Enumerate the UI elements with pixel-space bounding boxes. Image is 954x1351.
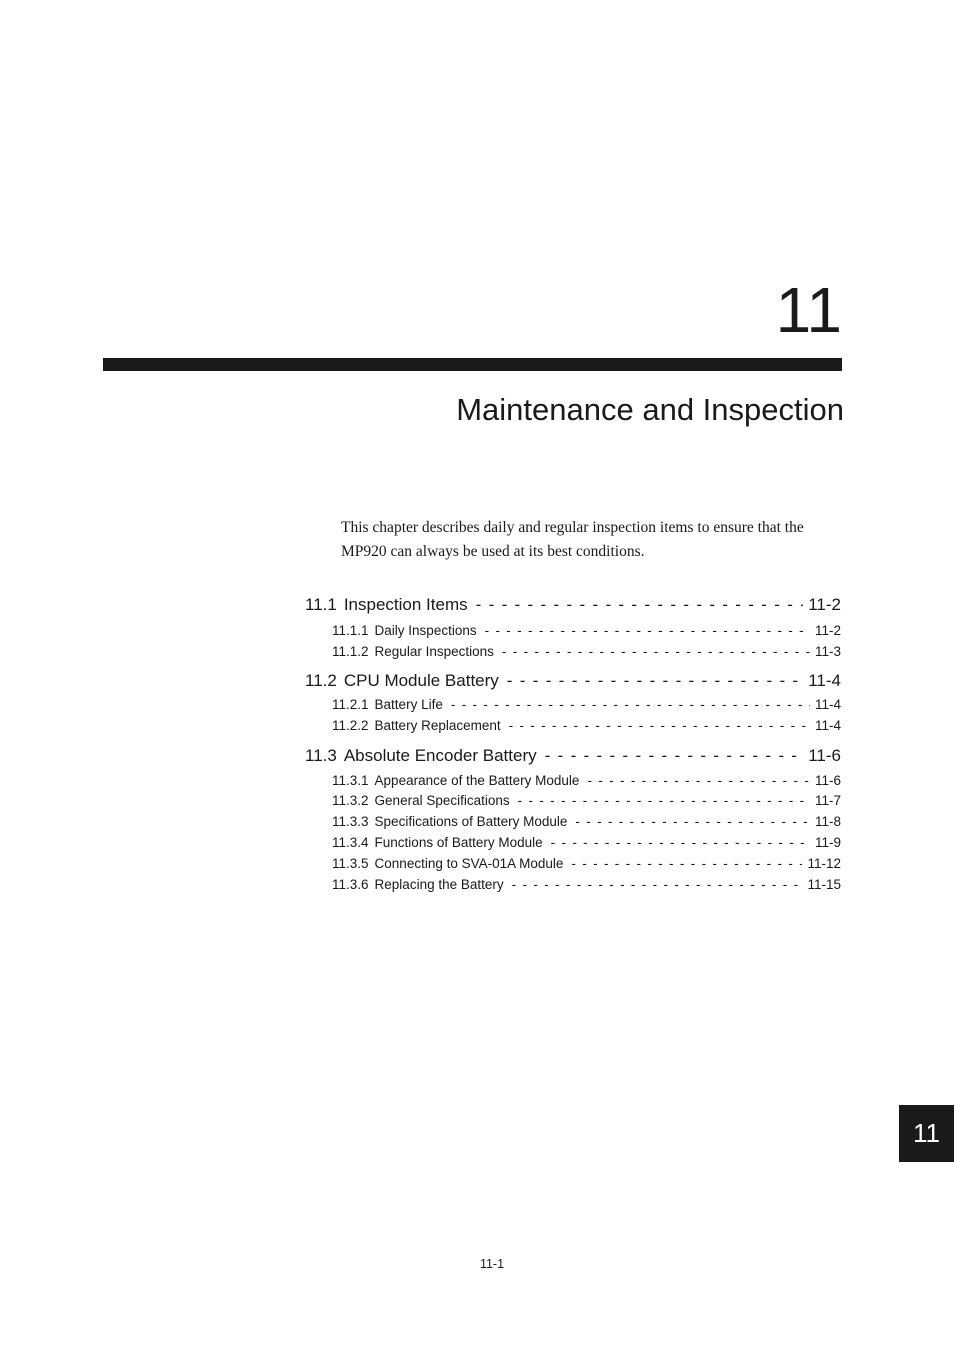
toc-entry-11-3-1[interactable]: [332, 771, 841, 791]
toc-section-number: 11.2: [305, 671, 337, 690]
toc-section-title: Replacing the Battery: [374, 877, 504, 892]
toc-dot-leader: [451, 695, 810, 715]
toc-entry-11-3-4[interactable]: [332, 833, 841, 853]
toc-section-number: 11.3: [305, 746, 337, 765]
toc-dot-leader: [551, 833, 810, 853]
toc-section-title: Connecting to SVA-01A Module: [374, 856, 564, 871]
toc-dot-leader: [575, 812, 810, 832]
toc-section-number: 11.3.3: [332, 814, 369, 829]
toc-entry-11-1-1[interactable]: [332, 621, 841, 641]
toc-section-title: Inspection Items: [343, 595, 468, 614]
toc-dot-leader: [571, 854, 802, 874]
toc-page-ref: 11-12: [807, 856, 841, 871]
toc-section-number: 11.2.2: [332, 718, 369, 733]
toc-section-title: Absolute Encoder Battery: [343, 746, 537, 765]
toc-section-number: 11.3.6: [332, 877, 369, 892]
toc-section-title: CPU Module Battery: [343, 671, 499, 690]
toc-page-ref: 11-6: [808, 746, 841, 765]
toc-page-ref: 11-15: [807, 877, 841, 892]
toc-dot-leader: [518, 791, 810, 811]
page-number: 11-1: [479, 1257, 505, 1271]
toc-dot-leader: [587, 771, 810, 791]
toc-dot-leader: [485, 621, 810, 641]
toc-page-ref: 11-4: [808, 671, 841, 690]
toc-entry-11-3-3[interactable]: [332, 812, 841, 832]
toc-entry-11-3-5[interactable]: [332, 854, 841, 874]
toc-entry-11-2-2[interactable]: [332, 716, 841, 736]
toc-entry-11-2-1[interactable]: [332, 695, 841, 715]
toc-entry-11-1[interactable]: [305, 593, 841, 617]
toc-page-ref: 11-8: [814, 814, 841, 829]
toc-section-number: 11.3.2: [332, 793, 369, 808]
toc-entry-11-3[interactable]: [305, 744, 841, 768]
toc-page-ref: 11-9: [814, 835, 841, 850]
toc-section-title: Battery Replacement: [374, 718, 501, 733]
toc-dot-leader: [476, 593, 804, 617]
toc-section-number: 11.3.4: [332, 835, 369, 850]
toc-page-ref: 11-2: [814, 623, 841, 638]
toc-section-number: 11.3.5: [332, 856, 369, 871]
toc-section-title: Regular Inspections: [374, 644, 494, 659]
toc-section-title: Battery Life: [374, 697, 443, 712]
chapter-intro: This chapter describes daily and regular inspection items to ensure that the MP920 can always be used at its best conditions.: [341, 519, 804, 560]
toc-section-number: 11.1: [305, 595, 337, 614]
toc-section-number: 11.3.1: [332, 773, 369, 788]
toc-dot-leader: [512, 875, 803, 895]
chapter-side-tab: 11: [899, 1105, 954, 1162]
toc-section-number: 11.2.1: [332, 697, 369, 712]
toc-page-ref: 11-2: [808, 595, 841, 614]
toc-section-title: General Specifications: [374, 793, 510, 808]
toc-section-title: Daily Inspections: [374, 623, 477, 638]
toc-entry-11-3-2[interactable]: [332, 791, 841, 811]
toc-page-ref: 11-4: [814, 718, 841, 733]
toc-page-ref: 11-7: [814, 793, 841, 808]
toc-dot-leader: [502, 642, 810, 662]
toc-page-ref: 11-4: [814, 697, 841, 712]
toc-dot-leader: [545, 744, 804, 768]
toc-page-ref: 11-3: [814, 644, 841, 659]
chapter-title: Maintenance and Inspection: [456, 392, 844, 427]
chapter-number: 11: [775, 274, 842, 346]
toc-section-title: Appearance of the Battery Module: [374, 773, 580, 788]
toc-dot-leader: [509, 716, 810, 736]
toc-section-number: 11.1.1: [332, 623, 369, 638]
toc-entry-11-2[interactable]: [305, 669, 841, 693]
toc-page-ref: 11-6: [814, 773, 841, 788]
toc-entry-11-1-2[interactable]: [332, 642, 841, 662]
toc-section-title: Specifications of Battery Module: [374, 814, 568, 829]
toc-section-title: Functions of Battery Module: [374, 835, 543, 850]
chapter-rule: [103, 358, 842, 371]
toc-entry-11-3-6[interactable]: [332, 875, 841, 895]
toc-section-number: 11.1.2: [332, 644, 369, 659]
toc-dot-leader: [507, 669, 803, 693]
